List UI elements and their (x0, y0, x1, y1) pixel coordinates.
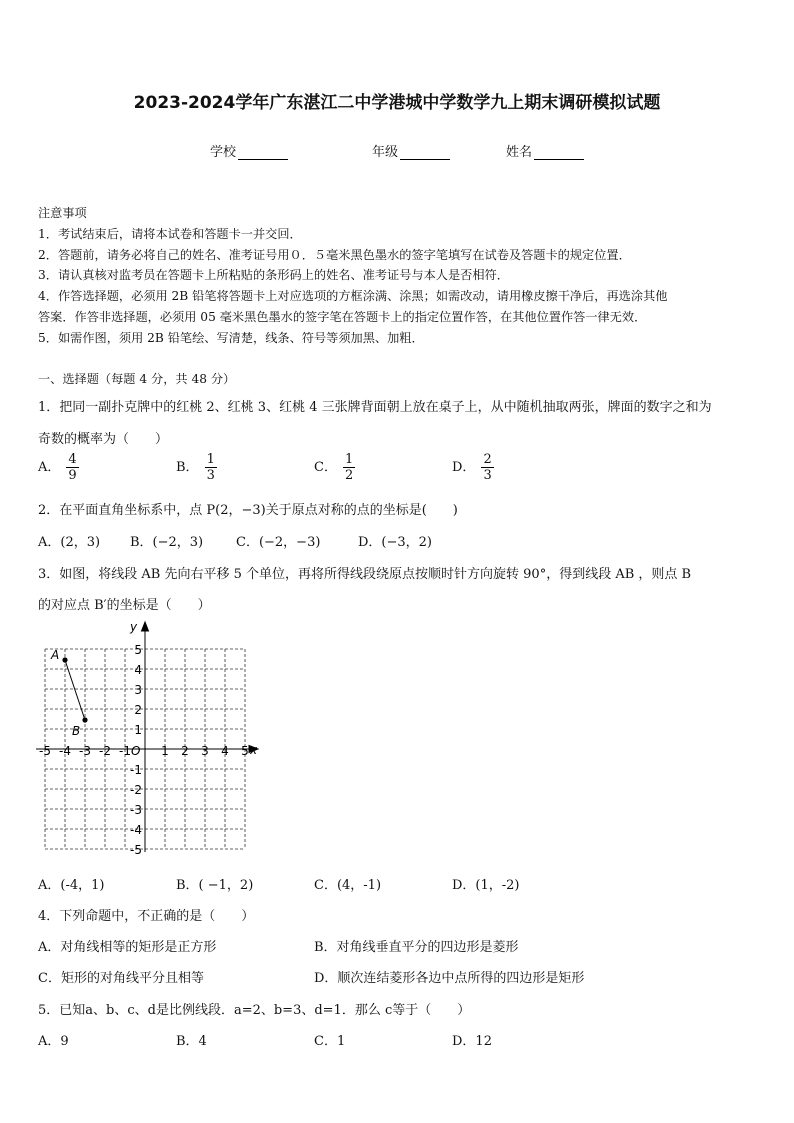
q4-option-c: C．矩形的对角线平分且相等 (38, 971, 204, 986)
y-tick-label: -5 (130, 843, 142, 857)
notice-heading: 注意事项 (38, 206, 87, 220)
origin-label: O (131, 744, 141, 758)
question-5-line1: 5．已知a、b、c、d是比例线段．a=2、b=3、d=1．那么 c等于（ ） (38, 1003, 471, 1018)
x-tick-label: -2 (99, 744, 111, 758)
q3-option-b: B．( −1，2) (176, 878, 254, 893)
y-tick-label: -1 (130, 763, 142, 777)
q3-option-d: D．(1，-2) (452, 878, 520, 893)
y-tick-label: 1 (134, 723, 142, 737)
notice-item: 1．考试结束后，请将本试卷和答题卡一并交回． (38, 227, 302, 241)
x-tick-label: -3 (79, 744, 91, 758)
x-tick-label: -5 (39, 744, 51, 758)
x-axis-label: x (250, 743, 258, 757)
q2-option-c: C．(−2，−3) (236, 535, 321, 550)
q1-option-a: A． $\frac{4}{9}$ (38, 452, 77, 483)
page-title: 2023-2024学年广东湛江二中学港城中学数学九上期末调研模拟试题 (133, 93, 661, 113)
y-tick-label: 4 (134, 663, 142, 677)
notice-item: 5．如需作图，须用 2B 铅笔绘、写清楚，线条、符号等须加黑、加粗． (38, 331, 424, 345)
q5-option-d: D．12 (452, 1034, 492, 1049)
notice-item: 3．请认真核对监考员在答题卡上所粘贴的条形码上的姓名、准考证号与本人是否相符． (38, 268, 509, 282)
y-tick-label: -4 (130, 823, 142, 837)
y-tick-label: -3 (130, 803, 142, 817)
school-blank (238, 146, 288, 160)
fraction: $\frac{4}{9}$ (68, 452, 77, 483)
name-blank (534, 146, 584, 160)
grade-field (372, 141, 450, 160)
q1-option-b: B． $\frac{1}{3}$ (176, 452, 215, 483)
q2-option-b: B．(−2，3) (130, 535, 204, 550)
q3-option-c: C．(4，-1) (314, 878, 382, 893)
y-axis-label: y (130, 620, 138, 634)
section-heading: 一、选择题（每题 4 分，共 48 分） (38, 372, 236, 386)
notice-item: 答案．作答非选择题，必须用 05 毫米黑色墨水的签字笔在答题卡上的指定位置作答，在其他位置作答一律无效． (38, 310, 647, 324)
q2-option-a: A．(2，3) (38, 535, 101, 550)
fraction: $\frac{1}{2}$ (344, 452, 354, 483)
question-4-line1: 4．下列命题中，不正确的是（ ） (38, 909, 255, 924)
q1-option-d: D． $\frac{2}{3}$ (452, 452, 492, 483)
q4-option-b: B．对角线垂直平分的四边形是菱形 (314, 940, 519, 955)
fraction: $\frac{2}{3}$ (483, 452, 492, 483)
y-tick-label: -2 (130, 783, 142, 797)
x-tick-label: 3 (201, 744, 209, 758)
y-axis-arrow (142, 622, 149, 631)
x-tick-label: 2 (181, 744, 189, 758)
q3-option-a: A．(-4，1) (38, 878, 105, 893)
q4-option-a: A．对角线相等的矩形是正方形 (38, 940, 217, 955)
x-tick-label: -1 (119, 744, 131, 758)
notice-item: 4．作答选择题，必须用 2B 铅笔将答题卡上对应选项的方框涂满、涂黑；如需改动，请用橡皮擦干净后，再选涂其他 (38, 289, 668, 303)
question-1-line2: 奇数的概率为（ ） (38, 432, 169, 447)
name-field (506, 141, 584, 160)
fraction: $\frac{1}{3}$ (206, 452, 215, 483)
y-tick-label: 2 (134, 703, 142, 717)
question-3-line2: 的对应点 B′的坐标是（ ） (38, 598, 211, 613)
q5-option-a: A．9 (38, 1034, 69, 1049)
x-tick-label: 1 (161, 744, 169, 758)
name-label: 姓名 (506, 145, 533, 160)
coordinate-grid-figure (30, 618, 270, 858)
y-tick-label: 3 (134, 683, 142, 697)
point-a-label: A (51, 648, 60, 662)
question-2-line1: 2．在平面直角坐标系中，点 P(2，−3)关于原点对称的点的坐标是( ) (38, 503, 458, 518)
x-tick-label: 4 (221, 744, 229, 758)
question-3-line1: 3．如图，将线段 AB 先向右平移 5 个单位，再将所得线段绕原点按顺时针方向旋转 90°，得到线段 AB ，则点 B (38, 567, 692, 582)
grade-label: 年级 (372, 145, 399, 160)
point-a-marker (62, 657, 67, 662)
point-b-label: B (72, 724, 81, 738)
notice-item: 2．答题前，请务必将自己的姓名、准考证号用０．５毫米黑色墨水的签字笔填写在试卷及答题卡的规定位置． (38, 248, 631, 262)
q2-option-d: D．(−3，2) (358, 535, 433, 550)
point-b-marker (82, 717, 87, 722)
school-label: 学校 (210, 145, 237, 160)
x-tick-label: -4 (59, 744, 71, 758)
q5-option-c: C．1 (314, 1034, 346, 1049)
grade-blank (400, 146, 450, 160)
q4-option-d: D．顺次连结菱形各边中点所得的四边形是矩形 (314, 971, 585, 986)
school-field (210, 141, 288, 160)
q5-option-b: B．4 (176, 1034, 207, 1049)
q1-option-c: C． $\frac{1}{2}$ (314, 452, 354, 483)
question-1-line1: 1．把同一副扑克牌中的红桃 2、红桃 3、红桃 4 三张牌背面朝上放在桌子上，从中随机抽取两张，牌面的数字之和为 (38, 400, 712, 415)
x-tick-label: 5 (241, 744, 249, 758)
y-tick-label: 5 (134, 643, 142, 657)
